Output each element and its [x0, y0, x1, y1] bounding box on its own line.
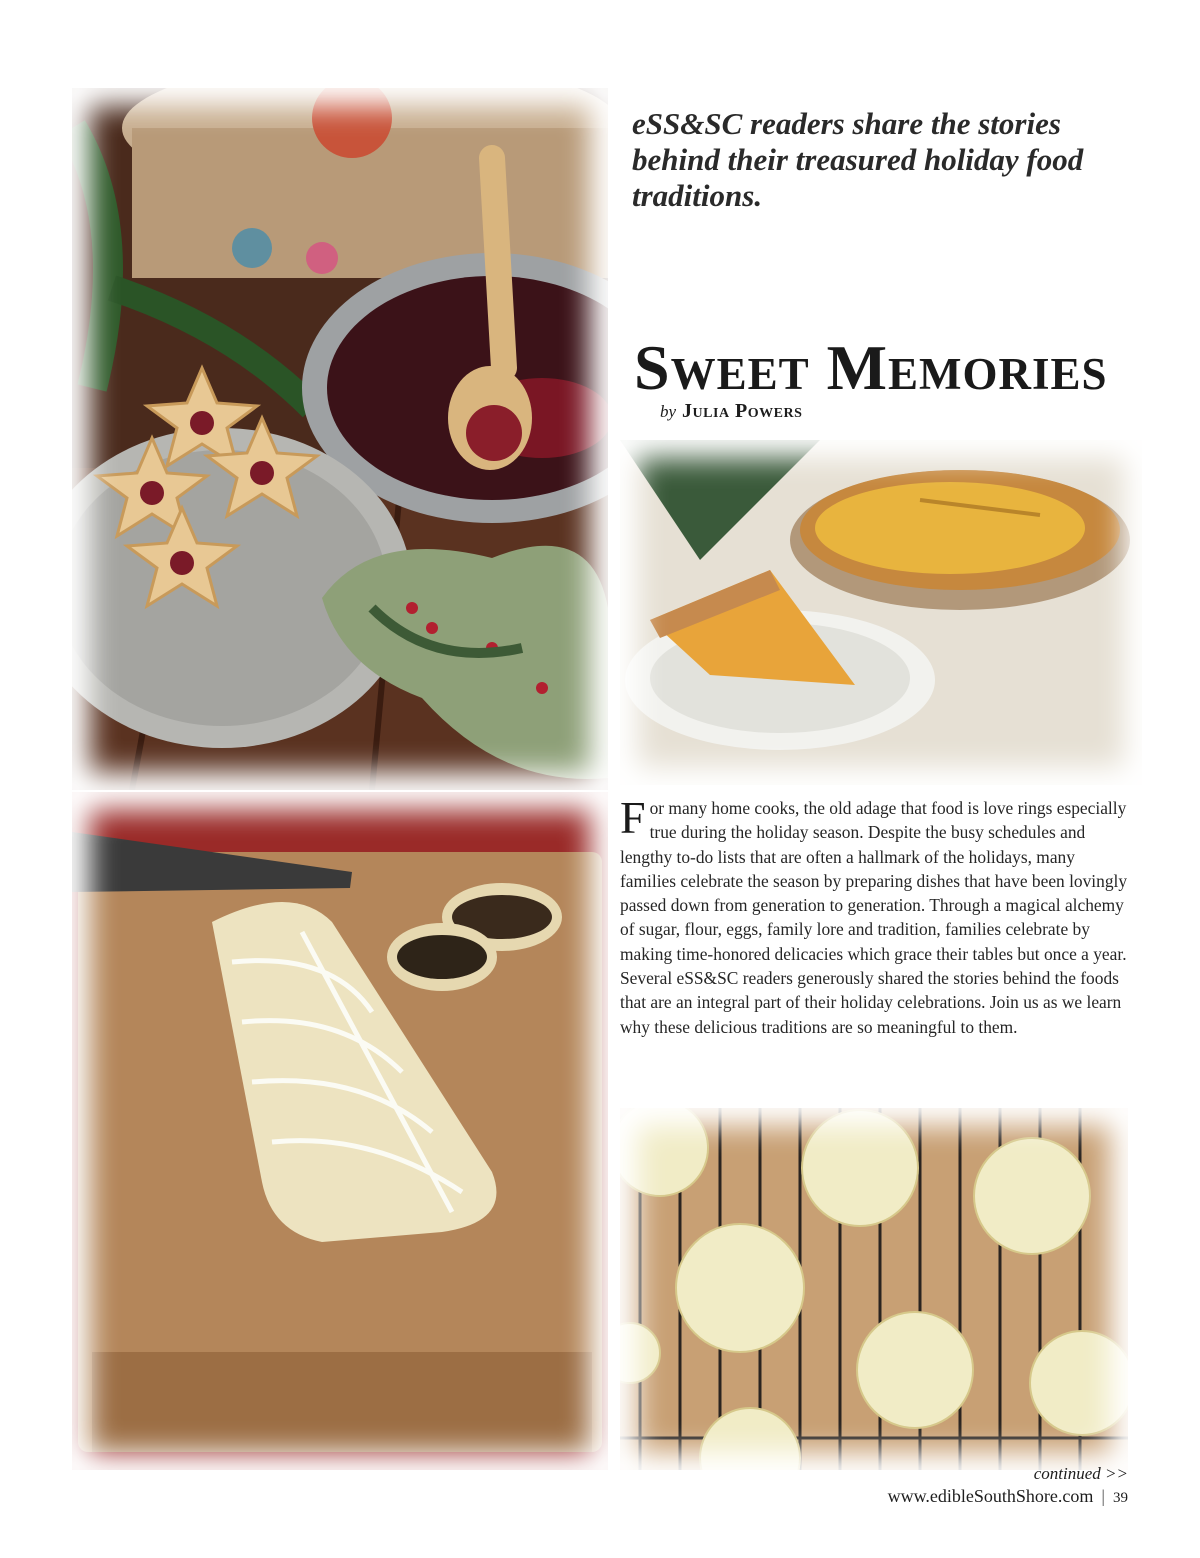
continued-indicator: continued >> — [1033, 1464, 1128, 1483]
photo-custard-pie — [620, 440, 1142, 785]
article-tagline: eSS&SC readers share the stories behind their treasured holiday food traditions. — [632, 106, 1084, 213]
website-link[interactable]: www.edibleSouthShore.com — [887, 1486, 1094, 1506]
byline — [660, 400, 802, 423]
page-number: 39 — [1113, 1490, 1128, 1506]
drop-cap: F — [620, 792, 646, 843]
byline-author: Julia Powers — [682, 400, 803, 422]
footer-separator: | — [1101, 1486, 1105, 1506]
photo-braided-pastry — [72, 792, 608, 1470]
article-intro — [620, 792, 1132, 1039]
photo-linzer-cookies — [72, 88, 608, 790]
page-footer — [888, 1486, 1128, 1507]
intro-text: or many home cooks, the old adage that food is love rings especially true during the holiday season. Despite the busy schedules and lengthy to-do lists that are often a hallmark of the holidays, many families celebrate the season by preparing dishes that have been lovingly passed down from generation to generation. Through a magical alchemy of sugar, flour, eggs, family lore and tradition, families celebrate by making time-honored delicacies which grace their tables but once a year. Several eSS&SC readers generously shared the stories behind the foods that are an integral part of their holiday celebrations. Join us as we learn why these delicious traditions are so meaningful to them. — [620, 798, 1128, 1037]
byline-prefix: by — [660, 402, 677, 421]
photo-glazed-cookies — [620, 1108, 1128, 1470]
article-title: Sweet Memories — [634, 332, 1108, 403]
